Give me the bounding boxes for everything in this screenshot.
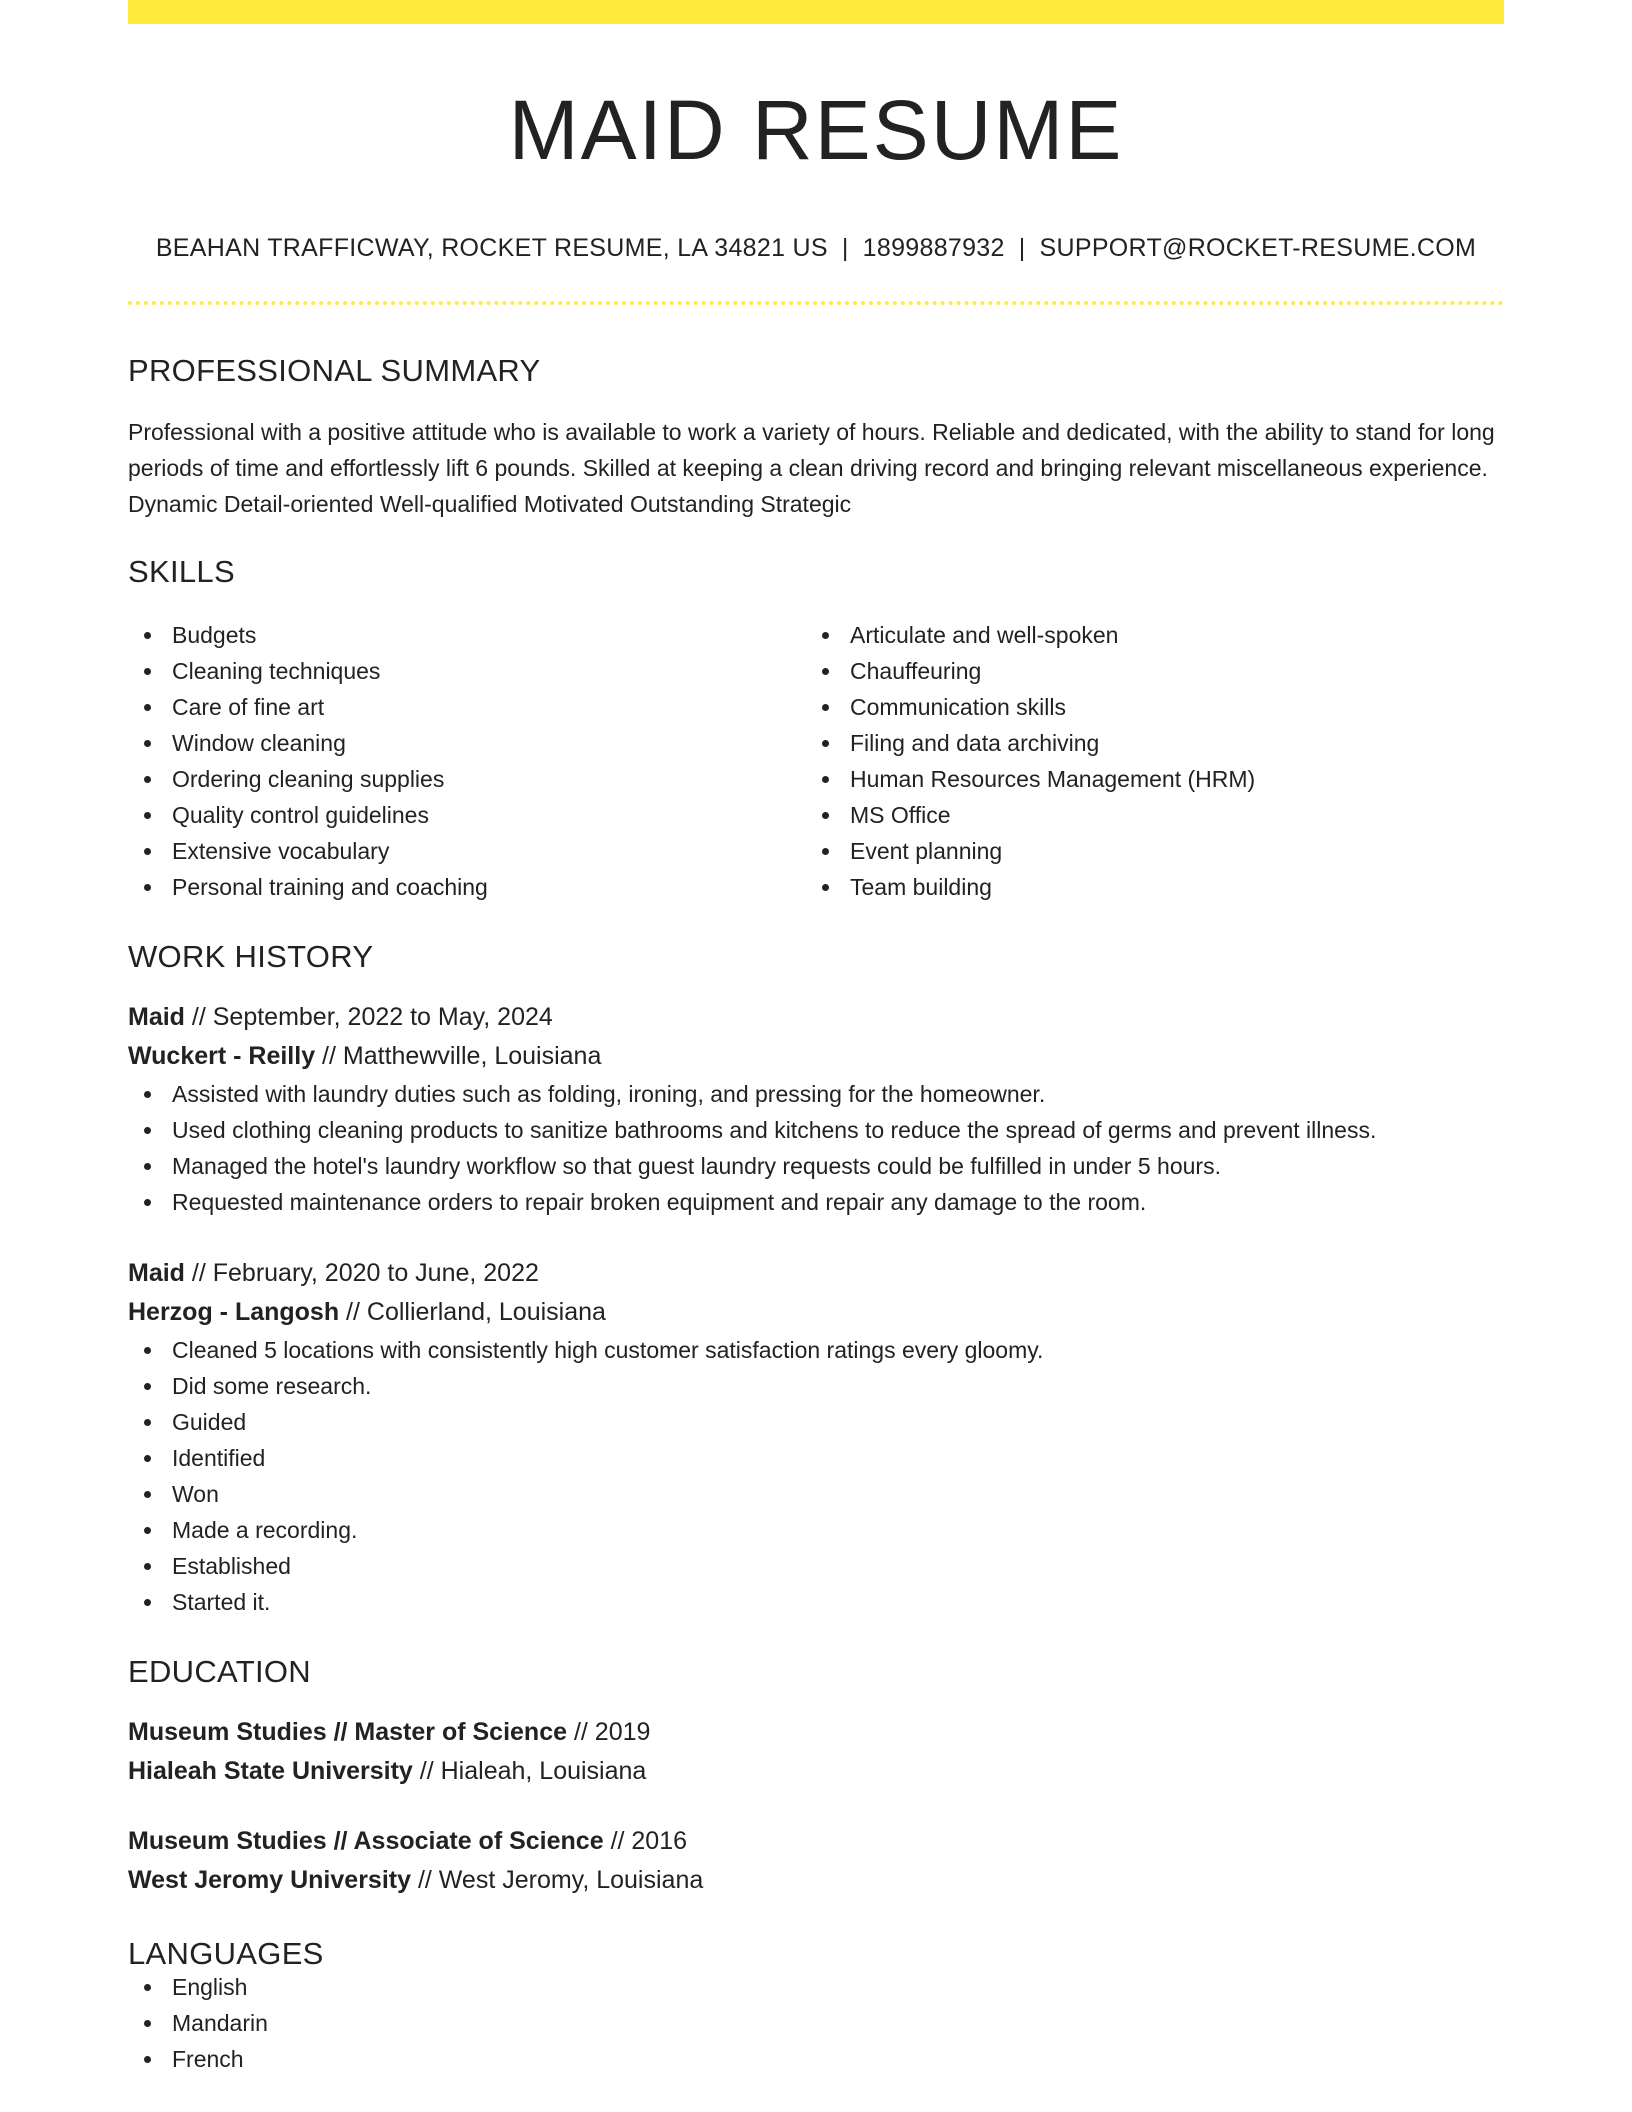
job-duty: Identified: [128, 1440, 1504, 1476]
job-duty: Started it.: [128, 1584, 1504, 1620]
skill-item: MS Office: [806, 797, 1484, 833]
resume-title: MAID RESUME: [508, 83, 1124, 177]
job-duty: Did some research.: [128, 1368, 1504, 1404]
job-dates: // February, 2020 to June, 2022: [184, 1259, 539, 1287]
skill-item: Extensive vocabulary: [128, 833, 806, 869]
accent-bar: [128, 0, 1504, 24]
school-line: [128, 1752, 1504, 1791]
skill-item: Team building: [806, 869, 1484, 905]
skill-item: Care of fine art: [128, 689, 806, 725]
resume-page: [128, 0, 1504, 2077]
degree: Museum Studies // Associate of Science: [128, 1827, 604, 1855]
skills-columns: [128, 617, 1504, 905]
languages-heading: LANGUAGES: [128, 1936, 324, 1971]
contact-address: BEAHAN TRAFFICWAY, ROCKET RESUME, LA 34821 US: [155, 234, 828, 262]
school-line: [128, 1861, 1504, 1900]
language-item: French: [128, 2041, 1504, 2077]
skill-item: Filing and data archiving: [806, 725, 1484, 761]
contact-phone: 1899887932: [862, 234, 1005, 262]
job-duty: Won: [128, 1476, 1504, 1512]
job-company-line: [128, 1037, 1504, 1076]
skill-item: Window cleaning: [128, 725, 806, 761]
job-duty: Made a recording.: [128, 1512, 1504, 1548]
job-title: Maid: [128, 1259, 185, 1287]
job-duty: Requested maintenance orders to repair broken equipment and repair any damage to the room.: [128, 1184, 1504, 1220]
job-entry: [128, 1254, 1504, 1620]
degree: Museum Studies // Master of Science: [128, 1718, 568, 1746]
education-entry: [128, 1822, 1504, 1900]
school-location: // Hialeah, Louisiana: [412, 1757, 647, 1785]
job-duty: Established: [128, 1548, 1504, 1584]
contact-email: SUPPORT@ROCKET-RESUME.COM: [1039, 234, 1477, 262]
skill-item: Quality control guidelines: [128, 797, 806, 833]
skill-item: Chauffeuring: [806, 653, 1484, 689]
dotted-divider: [128, 301, 1504, 305]
skill-item: Human Resources Management (HRM): [806, 761, 1484, 797]
school-location: // West Jeromy, Louisiana: [411, 1866, 704, 1894]
language-item: English: [128, 1969, 1504, 2005]
skill-item: Communication skills: [806, 689, 1484, 725]
contact-separator: |: [841, 234, 849, 262]
education-heading: EDUCATION: [128, 1654, 311, 1689]
job-company: Herzog - Langosh: [128, 1298, 340, 1326]
skill-item: Event planning: [806, 833, 1484, 869]
skill-item: Budgets: [128, 617, 806, 653]
job-duty: Cleaned 5 locations with consistently high customer satisfaction ratings every gloomy.: [128, 1332, 1504, 1368]
job-company: Wuckert - Reilly: [128, 1042, 316, 1070]
work-history-heading: WORK HISTORY: [128, 939, 374, 974]
job-duty: Used clothing cleaning products to sanitize bathrooms and kitchens to reduce the spread of germs and prevent illness.: [128, 1112, 1504, 1148]
language-item: Mandarin: [128, 2005, 1504, 2041]
degree-line: [128, 1713, 1504, 1752]
job-title-line: [128, 998, 1504, 1037]
job-duties-list: [128, 1332, 1504, 1620]
job-duty: Managed the hotel's laundry workflow so that guest laundry requests could be fulfilled in under 5 hours.: [128, 1148, 1504, 1184]
job-duty: Assisted with laundry duties such as folding, ironing, and pressing for the homeowner.: [128, 1076, 1504, 1112]
school-name: Hialeah State University: [128, 1757, 413, 1785]
education-entry: [128, 1713, 1504, 1791]
skill-item: Personal training and coaching: [128, 869, 806, 905]
job-company-line: [128, 1293, 1504, 1332]
summary-heading: PROFESSIONAL SUMMARY: [128, 353, 541, 388]
job-entry: [128, 998, 1504, 1220]
contact-line: [128, 236, 1504, 261]
skills-list-right: [806, 617, 1484, 905]
skills-list-left: [128, 617, 806, 905]
job-title: Maid: [128, 1003, 185, 1031]
job-location: // Collierland, Louisiana: [339, 1298, 606, 1326]
contact-separator: |: [1018, 234, 1026, 262]
school-name: West Jeromy University: [128, 1866, 411, 1894]
summary-text: Professional with a positive attitude who is available to work a variety of hours. Reliable and dedicated, with the ability to stand for long periods of time and effortlessly lift 6 pounds. Skilled at keeping a clean driving record and bringing relevant miscellaneous experience. Dynamic Detail-oriented Well-qualified Motivated Outstanding Strategic: [128, 419, 1495, 517]
job-title-line: [128, 1254, 1504, 1293]
skill-item: Articulate and well-spoken: [806, 617, 1484, 653]
job-dates: // September, 2022 to May, 2024: [184, 1003, 553, 1031]
degree-line: [128, 1822, 1504, 1861]
job-duty: Guided: [128, 1404, 1504, 1440]
graduation-year: // 2019: [567, 1718, 651, 1746]
job-location: // Matthewville, Louisiana: [315, 1042, 602, 1070]
graduation-year: // 2016: [603, 1827, 688, 1855]
skills-heading: SKILLS: [128, 554, 235, 589]
skill-item: Cleaning techniques: [128, 653, 806, 689]
job-duties-list: [128, 1076, 1504, 1220]
languages-list: [128, 1969, 1504, 2077]
skill-item: Ordering cleaning supplies: [128, 761, 806, 797]
